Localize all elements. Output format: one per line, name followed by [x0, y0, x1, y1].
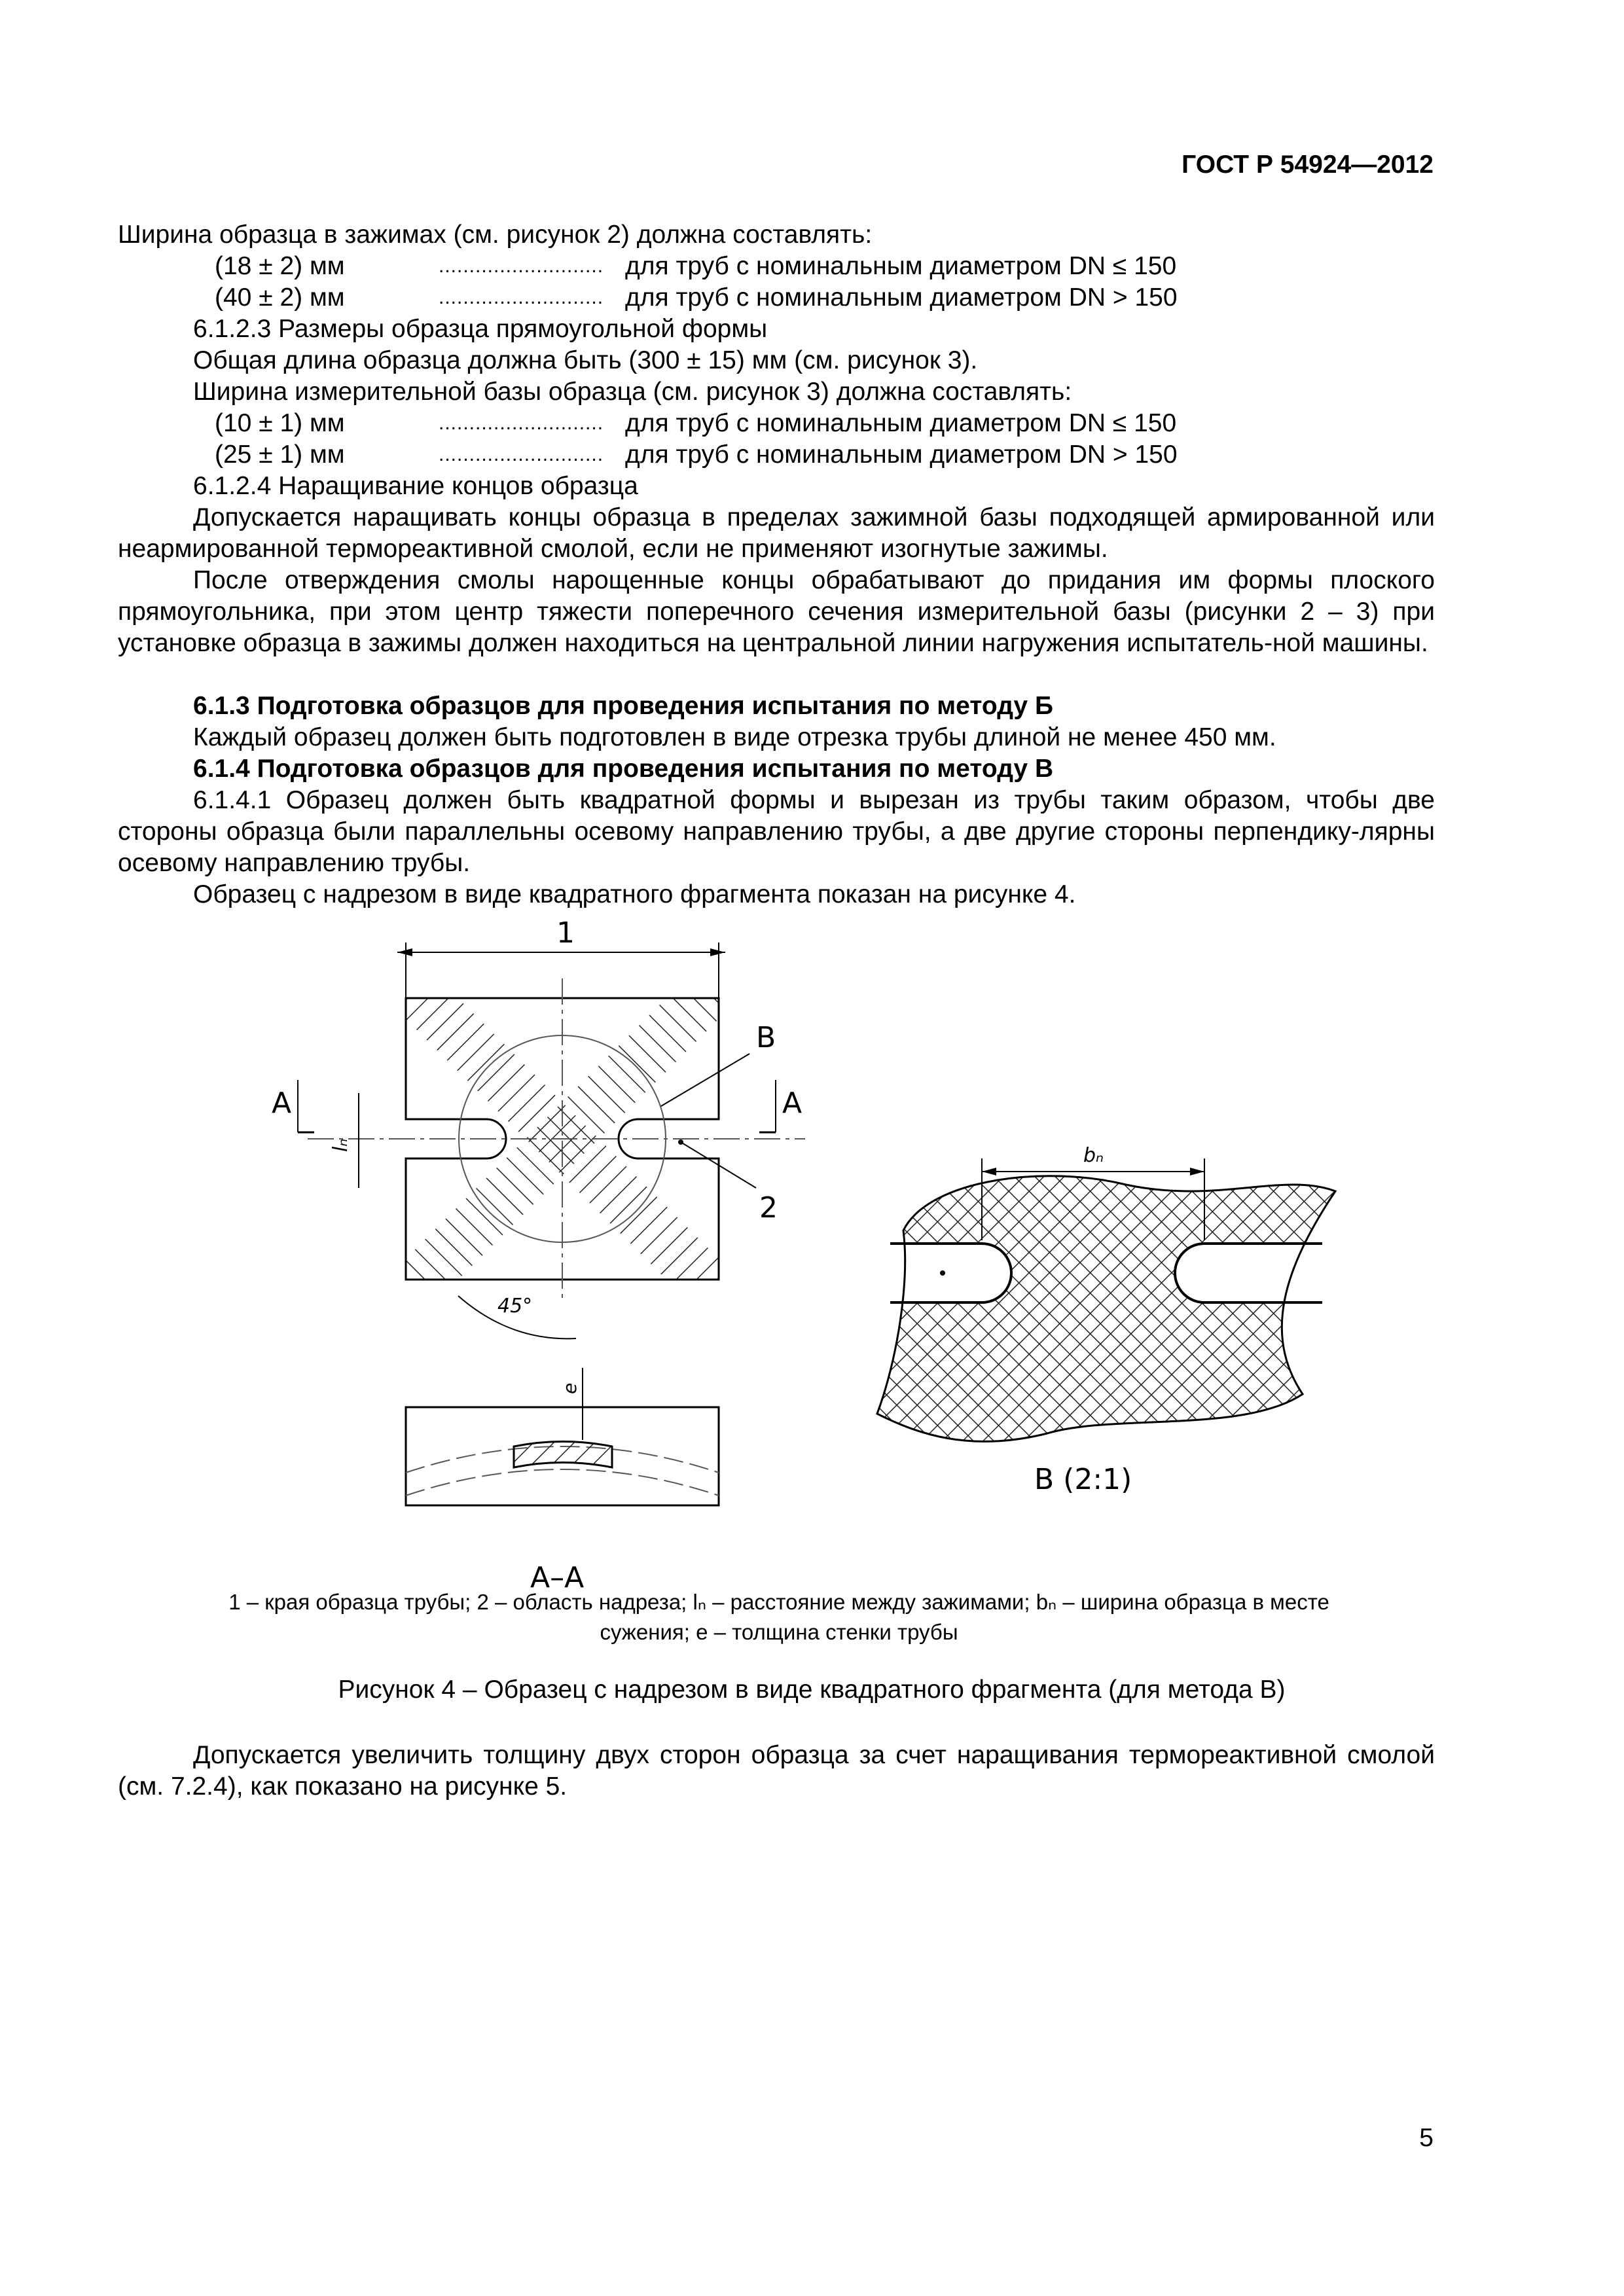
section-6-1-3-heading: 6.1.3 Подготовка образцов для проведения испытания по методу Б — [193, 692, 1053, 720]
page-number: 5 — [1419, 2124, 1434, 2152]
document-id-header: ГОСТ Р 54924—2012 — [1182, 151, 1434, 179]
section-title-AA: A–A — [530, 1561, 585, 1594]
paragraph: 6.1.4.1 Образец должен быть квадратной формы и вырезан из трубы таким образом, чтобы две стороны образца были параллельны осевому направлению трубы, а две другие стороны перпендику-лярны осевому направлению трубы. — [118, 786, 1435, 877]
leader-dots: ........................... — [439, 255, 604, 277]
dim-label-e: e — [559, 1382, 581, 1394]
leader-dots: ........................... — [439, 444, 604, 465]
paragraph: После отверждения смолы нарощенные концы обрабатывают до придания им формы плоского прямоугольника, при этом центр тяжести поперечного сечения измерительной базы (рисунки 2 – 3) при установке образца в зажимы должен находиться на центральной линии нагружения испытатель-ной машины. — [118, 566, 1435, 657]
detail-label-B: B — [756, 1021, 776, 1054]
value-description: для труб с номинальным диаметром DN > 150 — [625, 440, 1178, 469]
section-6-1-4-heading: 6.1.4 Подготовка образцов для проведения испытания по методу В — [193, 755, 1054, 783]
dim-label-bn: bₙ — [1083, 1144, 1104, 1167]
section-6-1-2-4: 6.1.2.4 Наращивание концов образца — [193, 472, 638, 500]
value-40: (40 ± 2) мм — [215, 283, 345, 312]
callout-label-2: 2 — [759, 1191, 778, 1225]
value-description: для труб с номинальным диаметром DN ≤ 150 — [625, 409, 1177, 437]
paragraph: Допускается наращивать концы образца в пределах зажимной базы подходящей армированной или неармированной термореактивной смолой, если не применяют изогнутые зажимы. — [118, 503, 1435, 563]
value-description: для труб с номинальным диаметром DN > 150 — [625, 283, 1178, 312]
leader-dots: ........................... — [439, 287, 604, 308]
paragraph-line: Ширина измерительной базы образца (см. рисунок 3) должна составлять: — [193, 378, 1072, 406]
paragraph-line: Ширина образца в зажимах (см. рисунок 2) должна составлять: — [118, 221, 873, 249]
section-mark-A-left: A — [272, 1086, 292, 1120]
value-18: (18 ± 2) мм — [215, 252, 345, 280]
dim-label-1: 1 — [556, 916, 575, 950]
figure-legend-line-1: 1 – края образца трубы; 2 – область надреза; lₙ – расстояние между зажимами; bₙ – ширина образца в месте — [228, 1590, 1329, 1614]
figure-caption: Рисунок 4 – Образец с надрезом в виде квадратного фрагмента (для метода В) — [338, 1676, 1286, 1704]
paragraph: Допускается увеличить толщину двух сторон образца за счет наращивания термореактивной смолой (см. 7.2.4), как показано на рисунке 5. — [118, 1741, 1435, 1801]
paragraph: Каждый образец должен быть подготовлен в виде отрезка трубы длиной не менее 450 мм. — [193, 723, 1276, 751]
paragraph-line: Общая длина образца должна быть (300 ± 15) мм (см. рисунок 3). — [193, 346, 978, 374]
angle-label-45: 45° — [497, 1295, 533, 1318]
leader-dots: ........................... — [439, 412, 604, 434]
value-10: (10 ± 1) мм — [215, 409, 345, 437]
detail-title-B-scale: B (2:1) — [1034, 1463, 1132, 1496]
value-25: (25 ± 1) мм — [215, 440, 345, 469]
section-mark-A-right: A — [782, 1086, 803, 1120]
dim-label-ln: lₙ — [329, 1138, 352, 1152]
paragraph: Образец с надрезом в виде квадратного фрагмента показан на рисунке 4. — [193, 880, 1076, 908]
section-6-1-2-3: 6.1.2.3 Размеры образца прямоугольной формы — [193, 315, 768, 343]
figure-legend-line-2: сужения; e – толщина стенки трубы — [600, 1620, 958, 1644]
value-description: для труб с номинальным диаметром DN ≤ 150 — [625, 252, 1177, 280]
